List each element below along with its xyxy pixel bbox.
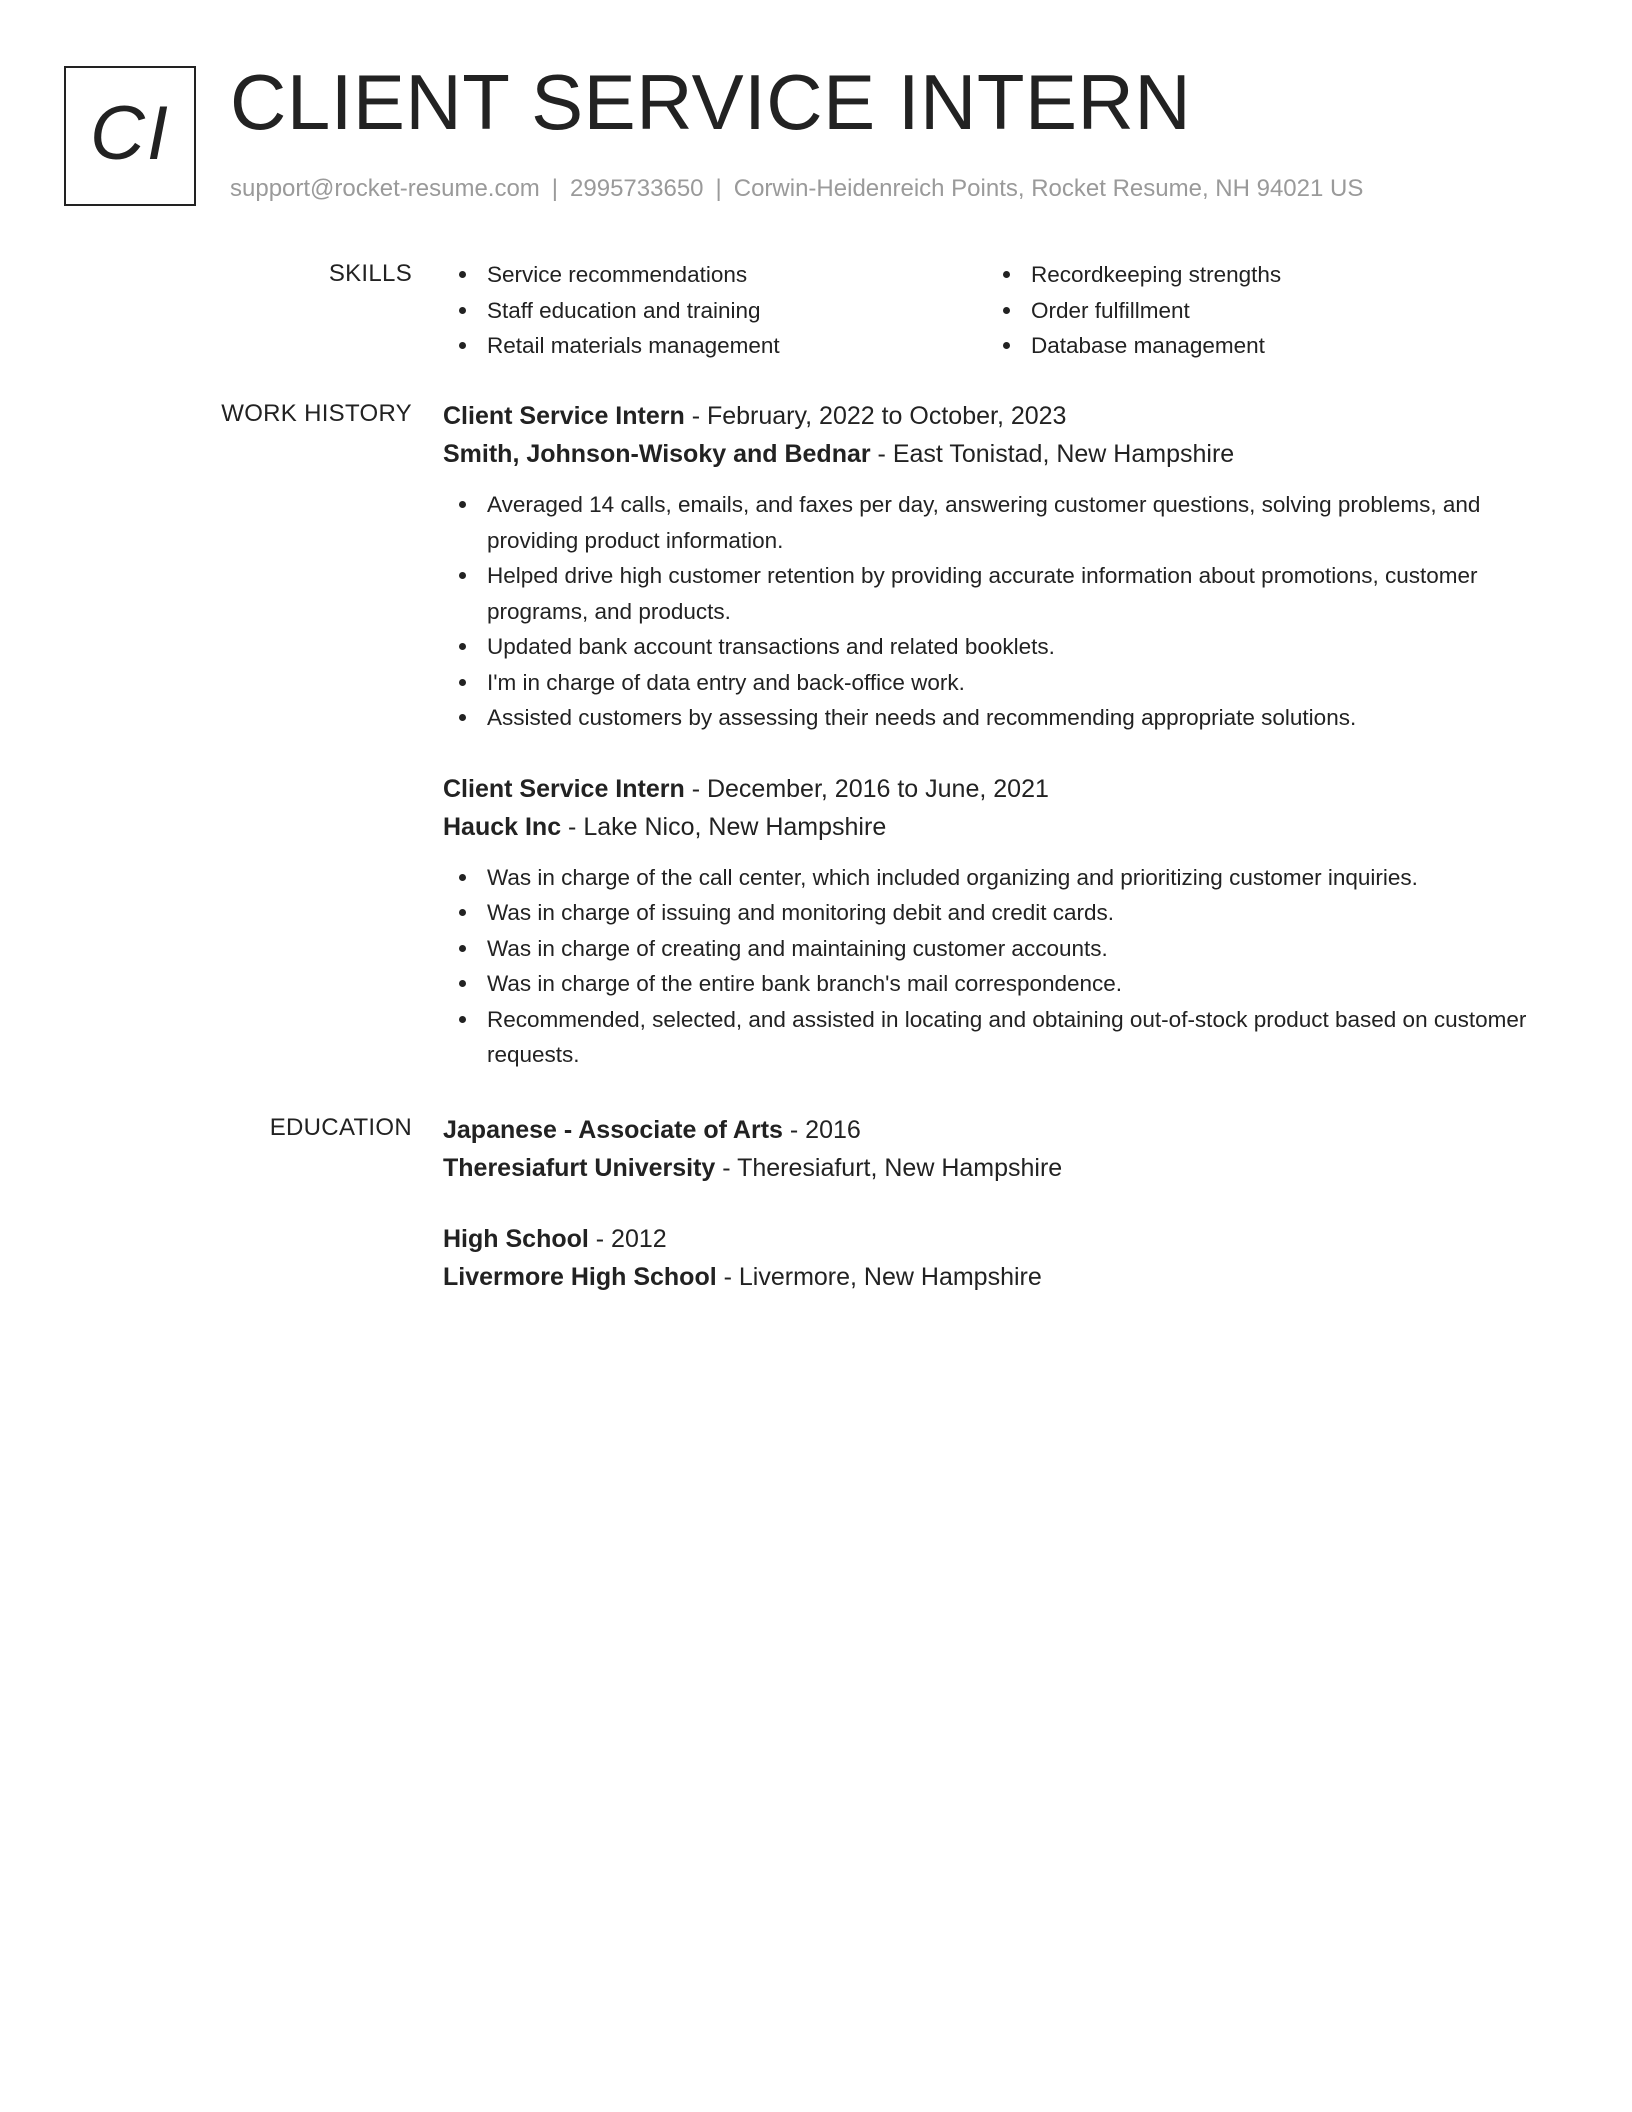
job-location: - East Tonistad, New Hampshire xyxy=(870,440,1235,468)
education-school-line xyxy=(443,1258,1533,1296)
job-company-line xyxy=(443,808,1533,846)
education-school: Livermore High School xyxy=(443,1263,717,1291)
job-company: Hauck Inc xyxy=(443,812,562,841)
job-bullet: Was in charge of the entire bank branch's mail correspondence. xyxy=(443,966,1533,1002)
job-title: Client Service Intern xyxy=(443,774,685,803)
job-bullet: Was in charge of the call center, which included organizing and prioritizing customer inquiries. xyxy=(443,860,1533,896)
education-degree-line xyxy=(443,1220,1533,1258)
job-company: Smith, Johnson-Wisoky and Bednar xyxy=(443,440,871,468)
section-label-education: EDUCATION xyxy=(269,1114,412,1141)
job-title-line xyxy=(443,397,1533,435)
education-location: - Livermore, New Hampshire xyxy=(716,1263,1042,1291)
monogram-box xyxy=(64,66,196,206)
skills-column-2 xyxy=(987,257,1531,364)
skill-item: Retail materials management xyxy=(443,328,987,364)
education-degree: Japanese - Associate of Arts xyxy=(443,1116,783,1144)
skill-item: Staff education and training xyxy=(443,293,987,329)
job-bullet: Recommended, selected, and assisted in locating and obtaining out-of-stock product based on customer requests. xyxy=(443,1002,1533,1073)
education-school: Theresiafurt University xyxy=(443,1154,716,1182)
job-bullet: I'm in charge of data entry and back-office work. xyxy=(443,665,1533,701)
job-dates: - December, 2016 to June, 2021 xyxy=(684,774,1049,803)
education-year: - 2012 xyxy=(588,1225,667,1253)
contact-address: Corwin-Heidenreich Points, Rocket Resume, NH 94021 US xyxy=(733,175,1364,202)
contact-email[interactable]: support@rocket-resume.com xyxy=(230,175,540,202)
education-entry xyxy=(443,1220,1533,1296)
education-location: - Theresiafurt, New Hampshire xyxy=(715,1154,1063,1182)
education-degree-line xyxy=(443,1111,1533,1149)
education-degree: High School xyxy=(443,1225,589,1253)
job-bullets xyxy=(443,860,1533,1073)
skill-item: Recordkeeping strengths xyxy=(987,257,1531,293)
contact-separator: | xyxy=(715,175,722,202)
job-bullet: Updated bank account transactions and related booklets. xyxy=(443,629,1533,665)
job-bullet: Was in charge of creating and maintaining customer accounts. xyxy=(443,931,1533,967)
job-bullets xyxy=(443,487,1533,736)
job-entry xyxy=(443,397,1533,736)
job-title: Client Service Intern xyxy=(443,402,685,430)
education-year: - 2016 xyxy=(782,1116,861,1144)
skill-item: Database management xyxy=(987,328,1531,364)
skills-body xyxy=(443,257,1533,364)
job-bullet: Was in charge of issuing and monitoring debit and credit cards. xyxy=(443,895,1533,931)
job-bullet: Assisted customers by assessing their needs and recommending appropriate solutions. xyxy=(443,700,1533,736)
job-entry xyxy=(443,770,1533,1073)
monogram-initials: CI xyxy=(90,91,170,176)
skill-item: Order fulfillment xyxy=(987,293,1531,329)
section-label-skills: SKILLS xyxy=(328,260,412,287)
resume-title: CLIENT SERVICE INTERN xyxy=(230,58,1192,146)
skills-column-1 xyxy=(443,257,987,364)
education-body xyxy=(443,1111,1533,1296)
job-company-line xyxy=(443,435,1533,473)
job-title-line xyxy=(443,770,1533,808)
skill-item: Service recommendations xyxy=(443,257,987,293)
contact-phone[interactable]: 2995733650 xyxy=(570,175,704,202)
contact-separator: | xyxy=(551,175,559,202)
education-school-line xyxy=(443,1149,1533,1187)
job-location: - Lake Nico, New Hampshire xyxy=(561,812,887,841)
job-bullet: Averaged 14 calls, emails, and faxes per day, answering customer questions, solving problems, and providing product information. xyxy=(443,487,1533,558)
work-history-body xyxy=(443,397,1533,1073)
section-label-work-history: WORK HISTORY xyxy=(221,400,412,427)
job-bullet: Helped drive high customer retention by providing accurate information about promotions, customer programs, and products. xyxy=(443,558,1533,629)
contact-line xyxy=(230,172,1363,206)
job-dates: - February, 2022 to October, 2023 xyxy=(684,402,1067,430)
education-entry xyxy=(443,1111,1533,1187)
